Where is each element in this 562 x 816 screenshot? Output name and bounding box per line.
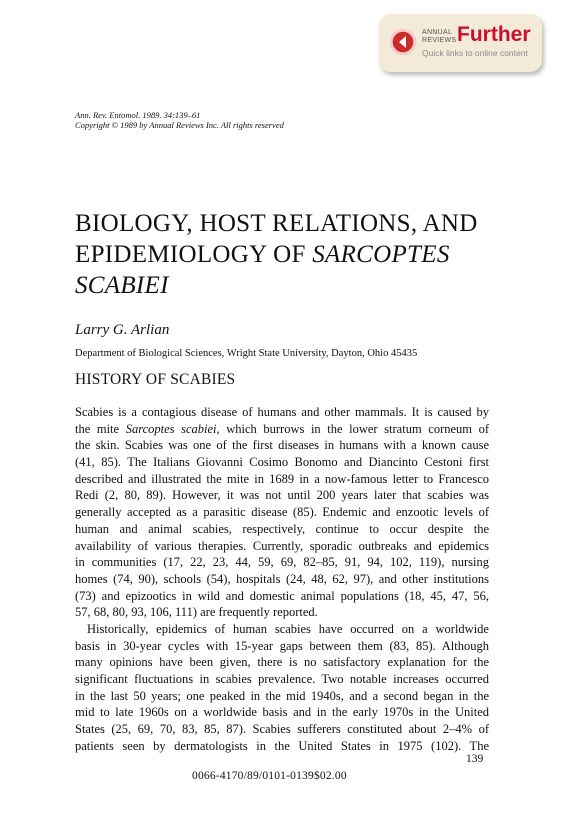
journal-citation — [75, 110, 284, 130]
body-line: availability of various therapies. Currently, sporadic outbreaks and epidemics — [75, 538, 489, 553]
body-line: (73) and epizootics in wild and domestic animal populations (18, 45, 47, 56, — [75, 588, 489, 603]
badge-reviews-label: REVIEWS — [422, 37, 457, 44]
body-line: many opinions have been given, there is no satisfactory explanation for the — [75, 655, 489, 670]
body-line: homes (74, 90), schools (54), hospitals (24, 48, 62, 97), and other institutions — [75, 571, 489, 586]
body-line: in the last 50 years; one peaked in the mid 1940s, and a second began in the — [75, 688, 489, 703]
title-line-3-italic: SCABIEI — [75, 272, 169, 299]
body-line-text: which burrows in the lower stratum corneum of — [219, 421, 490, 436]
author-affiliation: Department of Biological Sciences, Wright State University, Dayton, Ohio 45435 — [75, 348, 418, 359]
badge-further-label: Further — [457, 23, 531, 46]
body-line: generally accepted as a parasitic disease (85). Endemic and enzootic levels of — [75, 505, 489, 520]
body-line: human and animal scabies, respectively, continue to occur despite the — [75, 521, 489, 536]
article-title — [75, 208, 495, 301]
body-line: the skin. Scabies was one of the first diseases in humans with a known cause — [75, 438, 489, 453]
title-line-2-italic: SARCOPTES — [312, 241, 450, 268]
body-line: significant fluctuations in scabies prevalence. Two notable increases occurred — [75, 672, 489, 686]
body-line — [75, 421, 489, 438]
page-number: 139 — [466, 753, 484, 765]
body-line: Redi (2, 80, 89). However, it was not until 200 years later that scabies was — [75, 488, 489, 503]
body-line: Scabies is a contagious disease of humans and other mammals. It is caused by — [75, 405, 489, 419]
body-text — [75, 404, 489, 754]
body-line: States (25, 69, 70, 83, 85, 87). Scabies sufferers constituted about 2–4% of — [75, 722, 489, 737]
author-name: Larry G. Arlian — [75, 322, 170, 338]
copyright-line: Copyright © 1989 by Annual Reviews Inc. All rights reserved — [75, 120, 284, 130]
title-line-2-text: EPIDEMIOLOGY OF — [75, 241, 313, 268]
section-heading: HISTORY OF SCABIES — [75, 371, 236, 388]
body-line: mid to late 1960s on a worldwide basis and in the early 1970s in the United — [75, 705, 489, 720]
body-line: described and illustrated the mite in 1689 in a now-famous letter to Francesco — [75, 471, 489, 486]
body-line: basis in 30-year cycles with 15-year gaps between them (83, 85). Although — [75, 638, 489, 653]
title-line-2 — [75, 239, 495, 270]
title-line-1: BIOLOGY, HOST RELATIONS, AND — [75, 210, 478, 237]
body-line-text: the mite — [75, 421, 126, 436]
body-line: (41, 85). The Italians Giovanni Cosimo Bonomo and Diancinto Cestoni first — [75, 455, 489, 470]
body-line: Historically, epidemics of human scabies have occurred on a worldwide — [87, 621, 489, 636]
body-line: 57, 68, 80, 93, 106, 111) are frequently reported. — [75, 605, 318, 620]
price-code: 0066-4170/89/0101-0139$02.00 — [192, 770, 347, 782]
title-line-3 — [75, 270, 495, 301]
badge-subtitle: Quick links to online content — [422, 48, 528, 58]
badge-annual-label: ANNUAL — [422, 29, 453, 36]
annual-reviews-further-badge[interactable] — [379, 14, 542, 72]
play-arrow-icon — [390, 29, 416, 55]
body-line: patients seen by dermatologists in the United States in 1975 (102). The — [75, 738, 489, 753]
journal-line: Ann. Rev. Entomol. 1989. 34:139–61 — [75, 110, 201, 120]
species-name: Sarcoptes scabiei, — [125, 421, 220, 436]
body-line: in communities (17, 22, 23, 44, 59, 69, 82–85, 91, 94, 102, 119), nursing — [75, 555, 489, 570]
